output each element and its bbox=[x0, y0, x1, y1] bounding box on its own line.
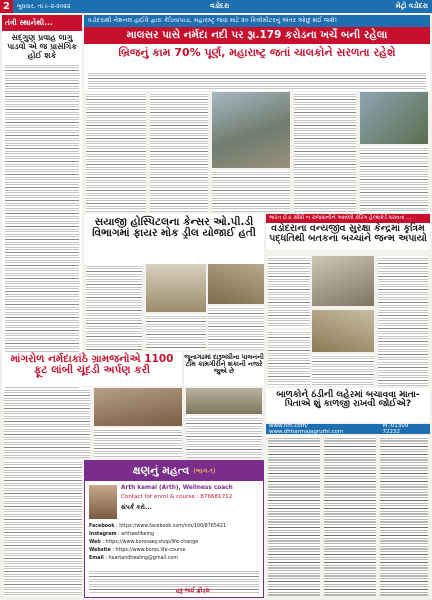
top-story bbox=[84, 15, 430, 91]
child-body-col3 bbox=[380, 436, 428, 596]
ad-contact-label: Contact for enrol & course : bbox=[121, 494, 199, 500]
ad-title: ક્ષણનું મહત્વ bbox=[132, 464, 190, 477]
ad-person: Arth kamal (Arth), Wellness coach bbox=[121, 485, 233, 491]
web-url[interactable]: www.nm.com/ www.dhharmajagruthi.com bbox=[269, 423, 344, 435]
junagadh-story bbox=[184, 352, 264, 386]
ad-kshan bbox=[84, 460, 264, 598]
wildlife-kicker: ભારત ઈંડાં સીધી ન રાજધાનીને આવેલી કેરિંગ હેલ્થકેર્ડ ધરાવતાં ... bbox=[266, 214, 430, 223]
ad-social-row: Web : https://www.borosaey.shop/life-change bbox=[89, 540, 199, 545]
hospital-body-col3 bbox=[208, 306, 264, 350]
wildlife-story bbox=[266, 214, 430, 250]
child-story bbox=[266, 388, 430, 422]
narmada-body-col1 bbox=[4, 388, 90, 458]
ad-contact-line bbox=[121, 494, 259, 500]
top-body-col5 bbox=[212, 170, 290, 212]
narmada-story bbox=[2, 352, 182, 386]
hospital-story bbox=[84, 214, 264, 264]
duck-photo-2 bbox=[312, 310, 374, 352]
issue-date: બુધવાર, તા.૯-૨-૨૦૨૨ bbox=[17, 2, 71, 10]
top-kicker: વડોદરાથી નેશનલ હાઈવે દ્વારા કેડિયાપાડા, મહારાષ્ટ્ર જવા માટે ૨૦ કિલોમીટરનું અંતર ઓછું થઈ જશે! bbox=[84, 15, 430, 27]
ad-part: (ભાગ-૧) bbox=[193, 466, 216, 475]
ad-social-list bbox=[89, 523, 259, 563]
hospital-body-col2 bbox=[146, 314, 206, 350]
ad-social-label: Instagram bbox=[89, 532, 117, 537]
ad-social-value[interactable]: https://www.borosaey.shop/life-change bbox=[105, 540, 199, 545]
ad-contact-heading: સંપર્ક કરો... bbox=[121, 504, 152, 511]
top-body-col4 bbox=[360, 146, 428, 212]
web-mobile: M.:01309 72232 bbox=[382, 423, 409, 435]
child-body-col2 bbox=[324, 436, 376, 596]
child-headline: બાળકોને ઠંડીની લહેરમાં બચાવવા માતા-પિતાએ શું કાળજી રાખવી જોઈએ? bbox=[276, 390, 420, 410]
ad-phone: 876681712 bbox=[200, 494, 233, 500]
ad-header bbox=[85, 461, 263, 481]
editorial-body bbox=[5, 63, 79, 391]
top-body-col3 bbox=[294, 92, 356, 212]
top-headline-1: માલસર પાસે નર્મદા નદી પર રૂા.179 કરોડના ખર્ચે બની રહેલા bbox=[84, 27, 430, 44]
ad-social-label: Email bbox=[89, 556, 104, 561]
ad-social-value[interactable]: https://www.boros.life-course bbox=[115, 548, 186, 553]
ad-social-label: Website bbox=[89, 548, 111, 553]
ad-social-label: Facebook bbox=[89, 524, 115, 529]
ad-social-value[interactable]: arthwellbeing bbox=[121, 532, 155, 537]
bridge-photo bbox=[212, 92, 290, 168]
ad-social-row: Website : https://www.boros.life-course bbox=[89, 548, 186, 553]
wildlife-body-col2 bbox=[268, 330, 310, 386]
bridge-photo-2 bbox=[360, 92, 428, 144]
page-number: 2 bbox=[0, 0, 13, 13]
junagadh-body bbox=[186, 416, 262, 458]
top-body-col1 bbox=[86, 92, 146, 212]
bottom-tag: હટ્ટ ભાઈ ફ્રીડ્સ bbox=[176, 588, 210, 594]
child-body-col1 bbox=[268, 436, 320, 596]
top-body bbox=[88, 71, 426, 89]
editorial-title: સદ્ગુણ પ્રવાહ લાગુ પાડવો એ જ પ્રાસંગિક હોઈ શકે bbox=[7, 33, 77, 60]
top-body-col2 bbox=[150, 92, 208, 212]
ad-social-row: Instagram : arthwellbeing bbox=[89, 532, 155, 537]
hospital-body-col1 bbox=[86, 264, 142, 350]
coach-photo bbox=[89, 485, 117, 519]
wildlife-body-col1 bbox=[268, 256, 310, 328]
narmada-body-col2 bbox=[94, 428, 182, 458]
ad-body bbox=[89, 569, 259, 593]
ad-social-row: Email : heartandhealing@gmail.com bbox=[89, 556, 178, 561]
ad-social-value[interactable]: heartandhealing@gmail.com bbox=[108, 556, 178, 561]
wildlife-body-col4 bbox=[312, 354, 374, 386]
ad-social-label: Web bbox=[89, 540, 101, 545]
masthead-strip bbox=[0, 0, 432, 13]
city-label: વડોદરા bbox=[210, 2, 230, 10]
wildlife-body-col3 bbox=[378, 256, 428, 386]
web-strip bbox=[266, 424, 430, 434]
narmada-photo bbox=[94, 388, 182, 426]
ad-social-row: Facebook : https://www.facebook.com/nm/100/8765421 bbox=[89, 524, 227, 529]
hospital-headline: સયાજી હોસ્પિટલના કેન્સર ઓ.પી.ડી વિભાગમાં ફાયર મોક ડ્રીલ યોજાઈ હતી bbox=[92, 216, 256, 240]
editorial-column bbox=[2, 15, 82, 395]
editorial-tag: તંત્રી સ્થાનેથી... bbox=[2, 15, 82, 31]
wildlife-headline: વડોદરાના વન્યજીવ સુરક્ષા કેન્દ્રમાં કૃત્રિમ પદ્ધતિથી બતકના બચ્ચાંને જન્મ અપાયો bbox=[269, 223, 427, 244]
drill-photo bbox=[208, 264, 264, 304]
junagadh-headline: જૂનાગઢમાં દારૂબંધીના પાલનની ટીમ કામગીરીને શંકાની નજરે જુએ છે bbox=[184, 353, 264, 375]
junagadh-photo bbox=[186, 388, 262, 414]
bottom-left-body bbox=[4, 460, 82, 596]
edition-label: મેટ્રો વડોદરા bbox=[395, 2, 428, 10]
narmada-headline: માંગરોળ નર્મદાકાંઠે ગ્રામજનોએ 1100 ફૂટ લાંબી ચૂંદડી અર્પણ કરી bbox=[10, 353, 174, 377]
ad-social-value[interactable]: https://www.facebook.com/nm/100/8765421 bbox=[119, 524, 227, 529]
top-headline-2: બ્રિજનું કામ 70% પૂર્ણ, મહારાષ્ટ્ર જતાં ચાલકોને સરળતા રહેશે bbox=[118, 46, 396, 60]
hospital-photo bbox=[146, 264, 206, 312]
duck-photo bbox=[312, 256, 374, 306]
